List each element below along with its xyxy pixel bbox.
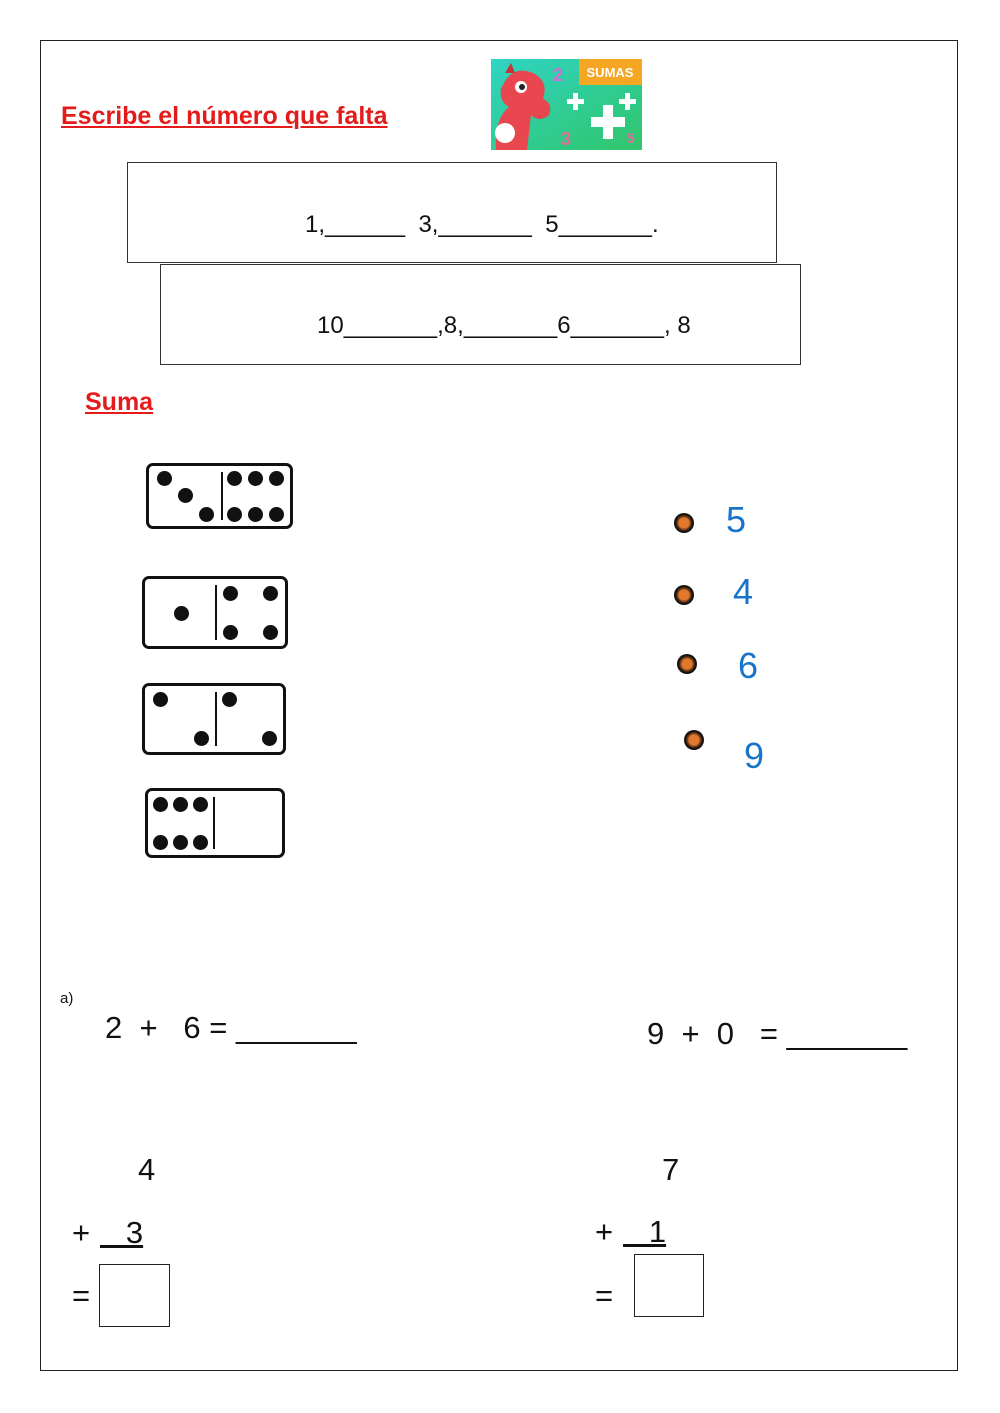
sequence-1-text: 1,______ 3,_______ 5_______. [305,211,659,238]
answer-option-3: 6 [738,645,759,686]
domino-pip [227,507,242,522]
domino-pip [223,586,238,601]
domino-1 [146,463,293,529]
domino-pip [263,586,278,601]
match-dot-3[interactable] [677,654,697,674]
vertical-2-plus: + [595,1214,614,1249]
domino-pip [173,797,188,812]
domino-pip [269,471,284,486]
logo-digit-2: 2 [553,65,564,85]
vertical-1-bottom: 3 [100,1215,144,1250]
answer-option-2: 4 [733,571,754,612]
vertical-2-equals: = [595,1278,614,1313]
domino-pip [193,835,208,850]
domino-pip [269,507,284,522]
domino-pip [222,692,237,707]
logo-digit-3: 3 [561,129,572,149]
logo-badge-text: SUMAS [586,65,634,80]
missing-number-heading: Escribe el número que falta [61,102,388,130]
domino-pip [153,797,168,812]
domino-pip [262,731,277,746]
domino-pip [157,471,172,486]
equation-2: 9 + 0 = _______ [647,1016,908,1051]
domino-4 [145,788,285,858]
answer-box-1[interactable] [99,1264,170,1327]
match-dot-4[interactable] [684,730,704,750]
answer-option-4: 9 [744,735,765,776]
domino-3 [142,683,286,755]
domino-pip [227,471,242,486]
domino-pip [263,625,278,640]
domino-pip [199,507,214,522]
suma-heading: Suma [85,388,154,416]
domino-pip [193,797,208,812]
vertical-1-top: 4 [138,1152,156,1187]
domino-pip [178,488,193,503]
sequence-2-text: 10_______,8,_______6_______, 8 [317,312,691,339]
exercise-label: a) [60,990,74,1007]
domino-pip [223,625,238,640]
vertical-2-top: 7 [662,1152,680,1187]
domino-pip [174,606,189,621]
domino-pip [248,507,263,522]
logo-digit-5: 5 [627,130,635,146]
domino-pip [173,835,188,850]
domino-pip [194,731,209,746]
answer-option-1: 5 [726,499,747,540]
domino-pip [153,835,168,850]
equation-1: 2 + 6 = _______ [105,1010,357,1045]
domino-2 [142,576,288,649]
match-dot-2[interactable] [674,585,694,605]
domino-pip [153,692,168,707]
vertical-1-plus: + [72,1215,91,1250]
vertical-2-bottom: 1 [623,1214,667,1249]
match-dot-1[interactable] [674,513,694,533]
sumas-logo-image [491,59,642,150]
answer-box-2[interactable] [634,1254,704,1317]
vertical-1-equals: = [72,1278,91,1313]
domino-pip [248,471,263,486]
